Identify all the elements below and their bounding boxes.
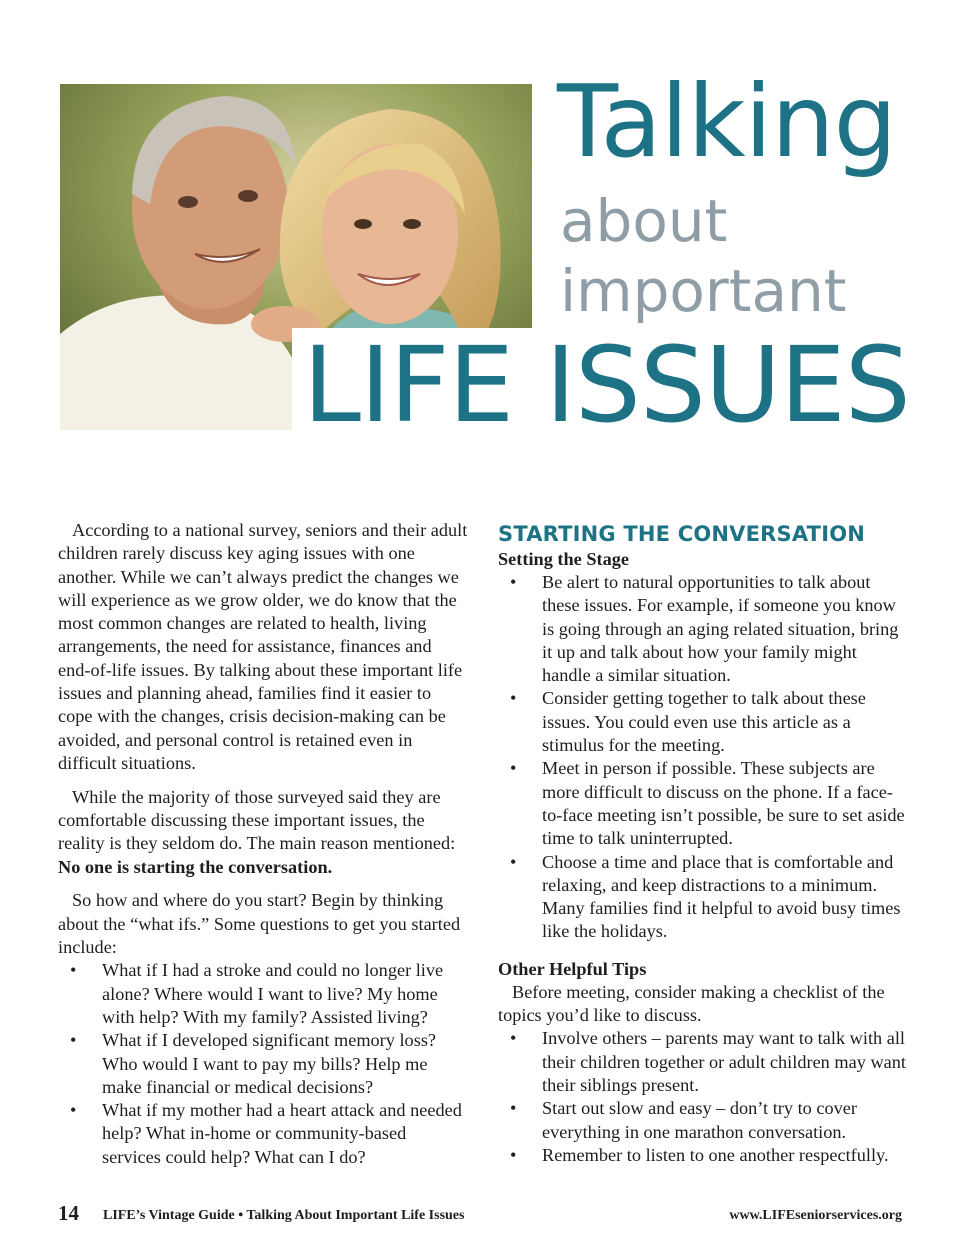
bullet-icon: • — [510, 851, 517, 872]
bullet-icon: • — [510, 1144, 517, 1165]
bullet-icon: • — [510, 688, 517, 709]
title-talking: Talking — [557, 63, 897, 180]
title-important: important — [560, 257, 847, 325]
list-item-text: What if my mother had a heart attack and needed help? What in-home or community-based services could help? What can I do? — [102, 1100, 462, 1167]
intro-paragraph-2-text: While the majority of those surveyed said they are comfortable discussing these important issues, the reality is they seldom do. The main reason mentioned: — [58, 786, 456, 854]
list-item-text: Consider getting together to talk about these issues. You could even use this article as a stimulus for the meeting. — [542, 688, 866, 756]
list-item-text: Start out slow and easy – don’t try to cover everything in one marathon conversation. — [542, 1098, 857, 1142]
list-item-text: Meet in person if possible. These subjects are more difficult to discuss on the phone. If a face-to-face meeting isn’t possible, be sure to set aside time to talk uninterrupted. — [542, 758, 905, 849]
intro-paragraph-3: So how and where do you start? Begin by thinking about the “what ifs.” Some questions to get you started include: — [58, 890, 461, 958]
list-item-text: Remember to listen to one another respectfully. — [542, 1144, 889, 1165]
guide-title: LIFE’s Vintage Guide • Talking About Important Life Issues — [103, 1208, 465, 1223]
list-item-text: What if I had a stroke and could no longer live alone? Where would I want to live? My home with help? With my family? Assisted living? — [102, 960, 444, 1027]
list-item — [58, 959, 468, 1029]
list-item — [498, 1097, 908, 1144]
list-item — [498, 851, 908, 944]
bullet-icon: • — [510, 1028, 517, 1049]
list-item-text: Choose a time and place that is comfortable and relaxing, and keep distractions to a minimum. Many families find it helpful to avoid busy times like the holidays. — [542, 851, 901, 942]
bullet-icon: • — [70, 960, 77, 981]
bullet-icon: • — [70, 1030, 77, 1051]
website-url: www.LIFEseniorservices.org — [729, 1208, 902, 1223]
bullet-icon: • — [70, 1100, 77, 1121]
intro-paragraph-2-bold: No one is starting the conversation. — [58, 856, 333, 877]
tips-heading: Other Helpful Tips — [498, 958, 647, 979]
what-if-list — [58, 959, 468, 1169]
list-item — [498, 757, 908, 850]
right-column — [498, 520, 908, 1167]
page-number: 14 — [58, 1201, 79, 1225]
title-about: about — [560, 187, 728, 255]
list-item-text: Be alert to natural opportunities to talk about these issues. For example, if someone you know is going through an aging related situation, bring it up and talk about how your family might handle a similar situation. — [542, 572, 899, 686]
tips-intro: Before meeting, consider making a checklist of the topics you’d like to discuss. — [498, 981, 885, 1026]
list-item — [498, 1144, 908, 1167]
intro-paragraph-2 — [58, 786, 468, 879]
list-item-text: What if I developed significant memory loss? Who would I want to pay my bills? Help me make financial or medical decisions? — [102, 1030, 437, 1097]
list-item — [58, 1029, 468, 1099]
intro-paragraph-1: According to a national survey, seniors and their adult children rarely discuss key aging issues with one another. While we can’t always predict the changes we will experience as we grow older, we do know that the most common changes are related to health, living arrangements, the need for assistance, finances and end-of-life issues. By talking about these important life issues and planning ahead, families find it easier to cope with the changes, crisis decision-making can be avoided, and personal control is retained even in difficult situations. — [58, 520, 468, 773]
list-item — [498, 571, 908, 687]
list-item — [58, 1099, 468, 1169]
tips-list — [498, 1027, 908, 1167]
list-item — [498, 687, 908, 757]
bullet-icon: • — [510, 1098, 517, 1119]
bullet-icon: • — [510, 758, 517, 779]
title-life-issues: LIFE ISSUES — [303, 324, 910, 446]
bullet-icon: • — [510, 572, 517, 592]
list-item — [498, 1027, 908, 1097]
left-column — [58, 519, 468, 1169]
section-heading: STARTING THE CONVERSATION — [498, 522, 866, 546]
list-item-text: Involve others – parents may want to talk with all their children together or adult children may want their siblings present. — [542, 1028, 906, 1095]
stage-list — [498, 571, 908, 944]
stage-heading: Setting the Stage — [498, 549, 630, 569]
